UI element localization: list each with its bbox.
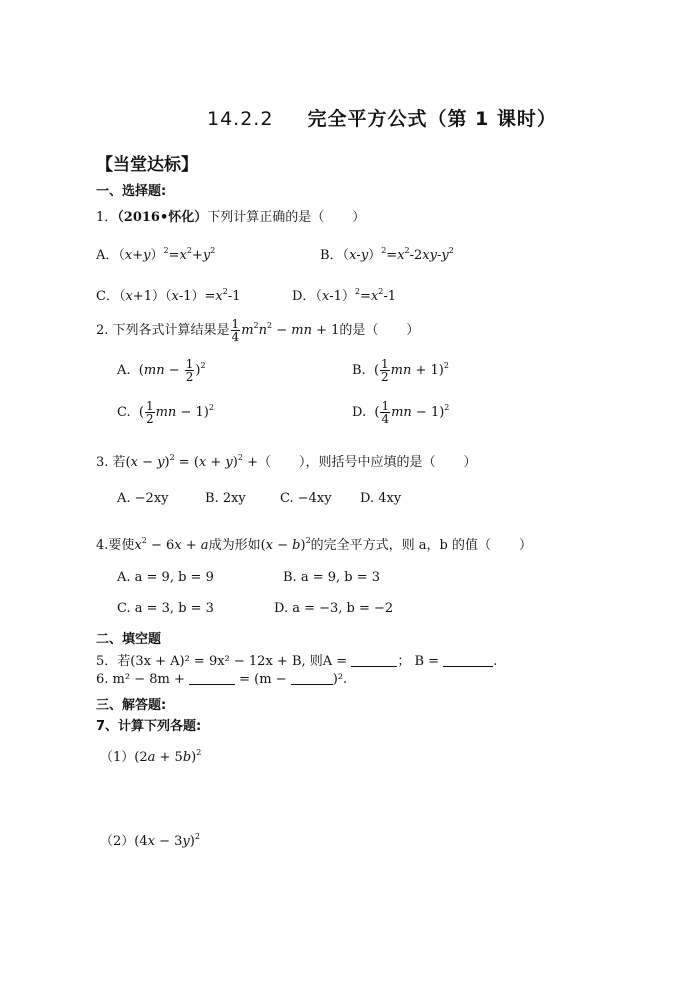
section-answer: 三、解答题:	[96, 698, 167, 713]
q3-option-d: D. 4xy	[360, 491, 402, 506]
section-heading: 【当堂达标】	[96, 155, 198, 175]
q1-close: ）	[352, 210, 366, 225]
question-7-part-2: $(2)(4x - 3y)^2$	[100, 832, 200, 849]
q1-option-c: C．$(x+1)(x-1)=x^2-1$	[96, 287, 241, 304]
q2-option-a: A. (mn − $\frac{1}{2}$ )$^2$	[117, 357, 206, 384]
q5-blank-b[interactable]	[443, 654, 493, 667]
q4-option-a: A. a = 9, b = 9	[117, 570, 214, 585]
q2-option-c: C. ( $\frac{1}{2}$ mn − 1)$^2$	[117, 399, 214, 426]
q6-blank-1[interactable]	[189, 672, 235, 685]
title-number: 14.2.2	[207, 108, 274, 130]
q2-stem-pre: 2. 下列各式计算结果是	[96, 323, 230, 338]
page-title	[207, 104, 557, 131]
q2-option-d: D. ( $\frac{1}{4}$ mn − 1)$^2$	[352, 399, 450, 426]
q1-number: 1．	[96, 210, 118, 225]
question-5: 5．若(3x + A)² = 9x² − 12x + B, 则A = ； B = .	[96, 654, 498, 669]
q3-option-a: A. −2xy	[117, 491, 169, 506]
question-4: 4.要使$x^2 - 6x + a$成为形如$(x - b)^2$的完全平方式，则 a，b 的值（ ）	[96, 536, 533, 553]
q1-source: （2016•怀化）	[117, 210, 208, 225]
q1-option-a: A．$(x+y)^2=x^2+y^2$	[96, 246, 216, 263]
q1-stem: 下列计算正确的是（	[207, 210, 325, 225]
q2-stem-post: 的是（	[339, 323, 379, 338]
question-6: 6. m² − 8m + = (m − )².	[96, 672, 348, 687]
q4-option-c: C. a = 3, b = 3	[117, 601, 214, 616]
q6-blank-2[interactable]	[291, 672, 333, 685]
q1-option-b: B．$(x-y)^2=x^2-2xy-y^2$	[320, 246, 454, 263]
question-3: 3. 若$(x - y)^2 = (x + y)^2$ +（ ），则括号中应填的是（ ）	[96, 453, 477, 470]
section-fill: 二、填空题	[96, 632, 162, 647]
q2-option-b: B. ( $\frac{1}{2}$ mn + 1)$^2$	[352, 357, 449, 384]
q1-option-d: D．$(x-1)^2=x^2-1$	[292, 287, 397, 304]
q3-option-b: B. 2xy	[205, 491, 246, 506]
question-7-part-1: $(1)(2a + 5b)^2$	[100, 748, 202, 765]
q3-option-c: C. −4xy	[280, 491, 332, 506]
q4-option-d: D. a = −3, b = −2	[274, 601, 394, 616]
q4-option-b: B. a = 9, b = 3	[283, 570, 381, 585]
q5-blank-a[interactable]	[351, 654, 397, 667]
section-choice: 一、选择题:	[96, 184, 167, 199]
question-2: 2. 下列各式计算结果是 $\frac{1}{4}$ $m^2n^2$ − mn + 1的是（ ）	[96, 317, 420, 344]
question-1	[96, 206, 365, 225]
title-text: 完全平方公式（第 1 课时）	[307, 108, 557, 130]
q2-fraction: $\frac{1}{4}$	[231, 317, 240, 344]
question-7-stem: 7、计算下列各题:	[96, 719, 202, 734]
